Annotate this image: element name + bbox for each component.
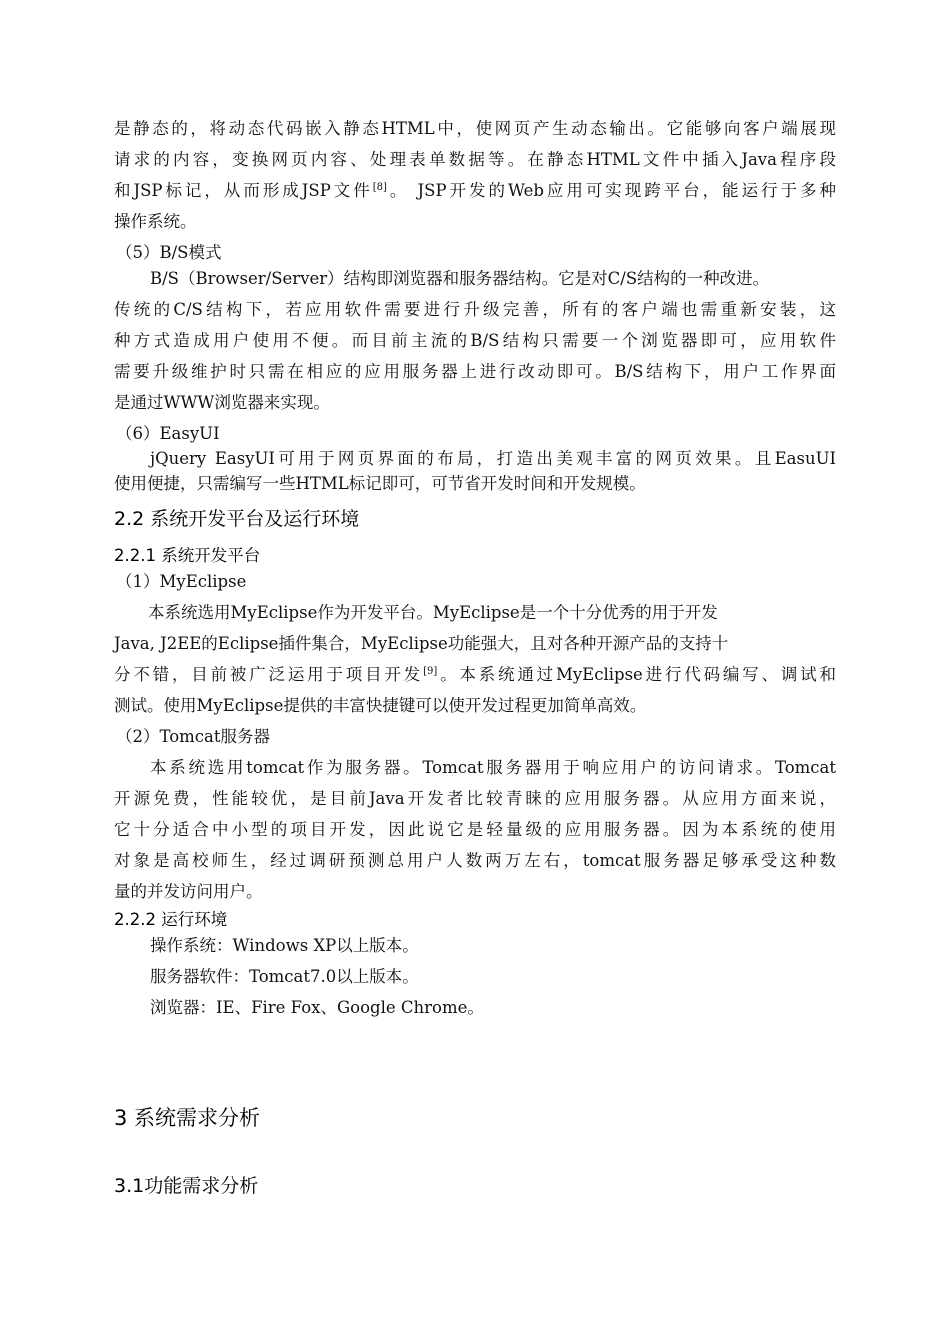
- citation-ref: [8]: [372, 182, 387, 193]
- env-line-server: 服务器软件：Tomcat7.0以上版本。: [150, 967, 419, 986]
- section-heading-3-1: 3.1功能需求分析: [114, 1175, 259, 1197]
- paragraph-line: B/S（Browser/Server）结构即浏览器和服务器结构。它是对C/S结构的一种改进。: [150, 269, 770, 288]
- subsection-heading-easyui: （6）EasyUI: [116, 424, 220, 443]
- env-line-browser: 浏览器：IE、Fire Fox、Google Chrome。: [150, 998, 484, 1017]
- subsection-heading-bs: （5）B/S模式: [116, 243, 222, 262]
- paragraph-line: 它十分适合中小型的项目开发，因此说它是轻量级的应用服务器。因为本系统的使用: [114, 820, 836, 839]
- section-heading-2-2-1: 2.2.1 系统开发平台: [114, 546, 261, 565]
- chapter-heading-3: 3 系统需求分析: [114, 1106, 261, 1130]
- paragraph-line: 对象是高校师生，经过调研预测总用户人数两万左右，tomcat服务器足够承受这种数: [114, 851, 836, 870]
- paragraph-line: 量的并发访问用户。: [114, 882, 263, 901]
- subsection-heading-myeclipse: （1）MyEclipse: [116, 572, 247, 591]
- paragraph-line: 本系统选用MyEclipse作为开发平台。MyEclipse是一个十分优秀的用于开发: [148, 603, 718, 622]
- paragraph-line: jQuery EasyUI可用于网页界面的布局，打造出美观丰富的网页效果。且EasuUI: [150, 449, 836, 468]
- paragraph-line: 种方式造成用户使用不便。而目前主流的B/S结构只需要一个浏览器即可，应用软件: [114, 331, 836, 350]
- paragraph-line: 操作系统。: [114, 212, 197, 231]
- paragraph-line: 测试。使用MyEclipse提供的丰富快捷键可以使开发过程更加简单高效。: [114, 696, 647, 715]
- paragraph-line: 需要升级维护时只需在相应的应用服务器上进行改动即可。B/S结构下，用户工作界面: [114, 362, 836, 381]
- paragraph-line: 和JSP标记，从而形成JSP文件[8]。 JSP开发的Web应用可实现跨平台，能运行于多种: [114, 181, 836, 200]
- paragraph-line: 是静态的，将动态代码嵌入静态HTML中，使网页产生动态输出。它能够向客户端展现: [114, 119, 836, 138]
- paragraph-line: 本系统选用tomcat作为服务器。Tomcat服务器用于响应用户的访问请求。Tomcat: [150, 758, 836, 777]
- paragraph-line: 请求的内容，变换网页内容、处理表单数据等。在静态HTML文件中插入Java程序段: [114, 150, 836, 169]
- paragraph-line: 传统的C/S结构下，若应用软件需要进行升级完善，所有的客户端也需重新安装，这: [114, 300, 836, 319]
- paragraph-line: 开源免费，性能较优，是目前Java开发者比较青睐的应用服务器。从应用方面来说，: [114, 789, 836, 808]
- subsection-heading-tomcat: （2）Tomcat服务器: [116, 727, 271, 746]
- paragraph-line: 使用便捷，只需编写一些HTML标记即可，可节省开发时间和开发规模。: [114, 474, 646, 493]
- citation-ref: [9]: [423, 666, 438, 677]
- env-line-os: 操作系统：Windows XP以上版本。: [150, 936, 419, 955]
- paragraph-line: 分不错，目前被广泛运用于项目开发[9]。本系统通过MyEclipse进行代码编写、调试和: [114, 665, 836, 684]
- paragraph-line: Java, J2EE的Eclipse插件集合，MyEclipse功能强大，且对各种开源产品的支持十: [114, 634, 729, 653]
- paragraph-line: 是通过WWW浏览器来实现。: [114, 393, 330, 412]
- section-heading-2-2: 2.2 系统开发平台及运行环境: [114, 508, 360, 530]
- section-heading-2-2-2: 2.2.2 运行环境: [114, 910, 228, 929]
